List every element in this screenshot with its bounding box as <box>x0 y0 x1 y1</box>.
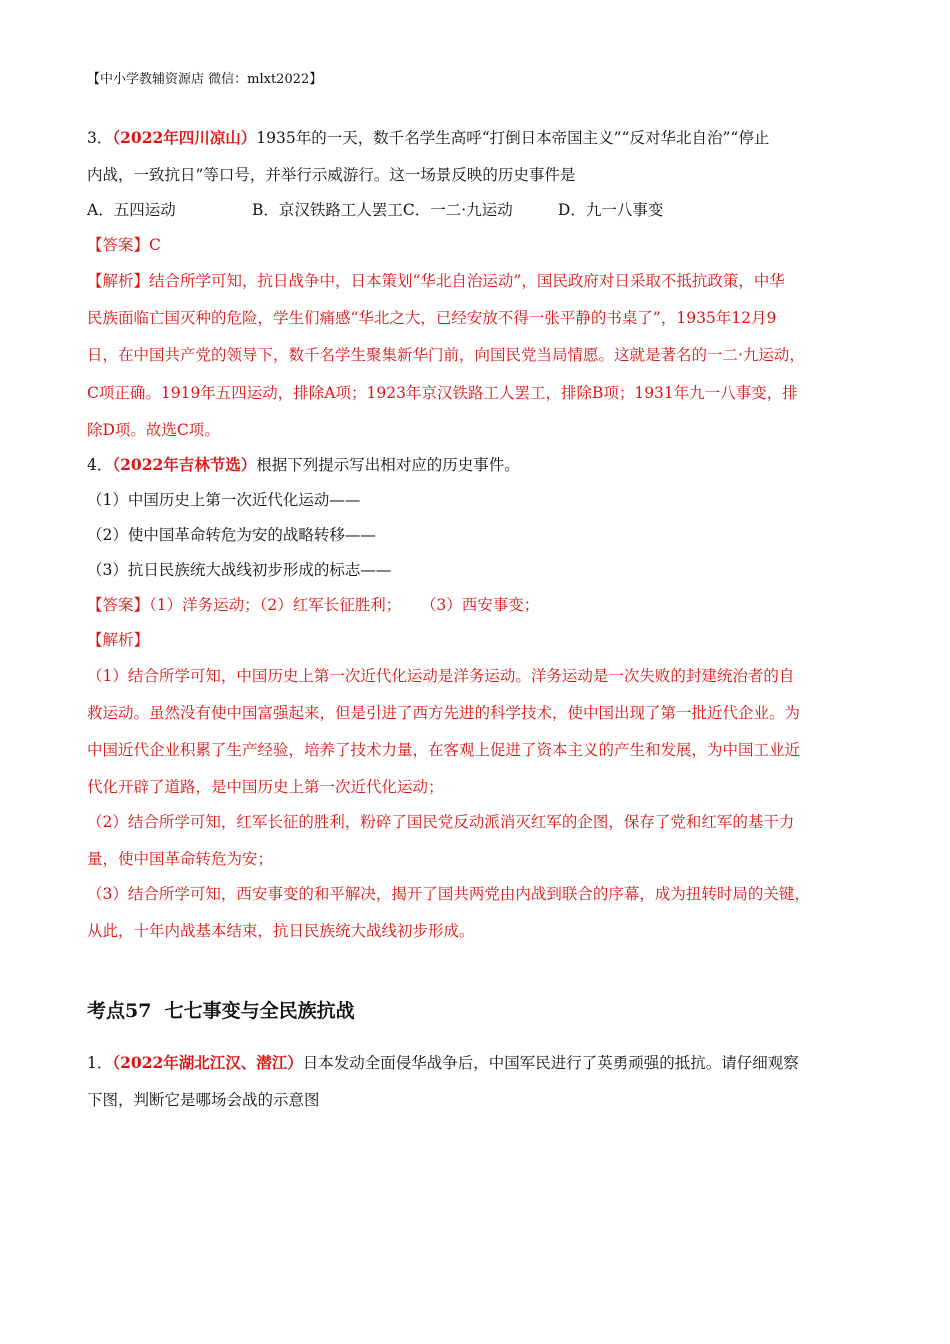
q4-analysis1-line3: 中国近代企业积累了生产经验，培养了技术力量，在客观上促进了资本主义的产生和发展，为中国工业近 <box>87 741 801 759</box>
q1-stem-line2: 下图，判断它是哪场会战的示意图 <box>87 1091 320 1109</box>
q4-analysis1-line2: 救运动。虽然没有使中国富强起来，但是引进了西方先进的科学技术，使中国出现了第一批近代企业。为 <box>87 704 801 722</box>
q3-stem-text: 1935年的一天，数千名学生高呼“打倒日本帝国主义”“反对华北自治”“停止 <box>256 129 770 147</box>
page-header: 【中小学教辅资源店 微信：mlxt2022】 <box>87 72 323 87</box>
q4-analysis3-line2: 从此，十年内战基本结束，抗日民族统大战线初步形成。 <box>87 922 475 940</box>
q4-analysis2-line2: 量，使中国革命转危为安； <box>87 850 274 868</box>
section-heading: 考点57 七七事变与全民族抗战 <box>87 1000 355 1022</box>
q4-item1: （1）中国历史上第一次近代化运动—— <box>87 491 361 509</box>
q4-analysis2-line1: （2）结合所学可知，红军长征的胜利，粉碎了国民党反动派消灭红军的企图，保存了党和红军的基干力 <box>87 813 795 831</box>
q3-analysis-line1: 【解析】结合所学可知，抗日战争中，日本策划“华北自治运动”，国民政府对日采取不抵抗政策，中华 <box>87 272 785 290</box>
q3-option-b: B．京汉铁路工人罢工 <box>252 201 403 219</box>
q3-option-c: C．一二·九运动 <box>402 201 513 219</box>
q4-source: （2022年吉林节选） <box>112 455 257 474</box>
q4-stem <box>87 455 520 475</box>
q1-stem-text: 日本发动全面侵华战争后，中国军民进行了英勇顽强的抵抗。请仔细观察 <box>302 1054 799 1072</box>
q3-options <box>87 200 663 220</box>
q3-analysis-line5: 除D项。故选C项。 <box>87 421 220 439</box>
q3-option-d: D．九一八事变 <box>557 201 664 219</box>
q4-item2: （2）使中国革命转危为安的战略转移—— <box>87 526 376 544</box>
q3-stem-line2: 内战，一致抗日”等口号，并举行示威游行。这一场景反映的历史事件是 <box>87 166 576 184</box>
q4-stem-text: 根据下列提示写出相对应的历史事件。 <box>256 456 520 474</box>
q4-answer: 【答案】（1）洋务运动；（2）红军长征胜利； （3）西安事变； <box>87 596 540 614</box>
q3-source: （2022年四川凉山） <box>112 128 257 147</box>
q3-number: 3． <box>87 129 113 147</box>
q3-stem-line1 <box>87 128 769 148</box>
q4-analysis1-line4: 代化开辟了道路，是中国历史上第一次近代化运动； <box>87 778 444 796</box>
q3-answer: 【答案】C <box>87 236 161 254</box>
q4-analysis-label: 【解析】 <box>87 631 150 649</box>
q3-option-a: A．五四运动 <box>87 201 176 219</box>
q1-number: 1． <box>87 1054 113 1072</box>
q4-number: 4． <box>87 456 113 474</box>
q3-analysis-line2: 民族面临亡国灭种的危险，学生们痛感“华北之大，已经安放不得一张平静的书桌了”，1935年12月9 <box>87 309 777 327</box>
q3-analysis-line3: 日，在中国共产党的领导下，数千名学生聚集新华门前，向国民党当局情愿。这就是著名的一二·九运动， <box>87 346 805 364</box>
q4-item3: （3）抗日民族统大战线初步形成的标志—— <box>87 561 392 579</box>
q4-analysis3-line1: （3）结合所学可知，西安事变的和平解决，揭开了国共两党由内战到联合的序幕，成为扭转时局的关键， <box>87 885 810 903</box>
q1-source: （2022年湖北江汉、潜江） <box>112 1053 303 1072</box>
q3-analysis-line4: C项正确。1919年五四运动，排除A项；1923年京汉铁路工人罢工，排除B项；1931年九一八事变，排 <box>87 384 798 402</box>
q1-stem-line1 <box>87 1053 799 1073</box>
q4-analysis1-line1: （1）结合所学可知，中国历史上第一次近代化运动是洋务运动。洋务运动是一次失败的封建统治者的自 <box>87 667 795 685</box>
